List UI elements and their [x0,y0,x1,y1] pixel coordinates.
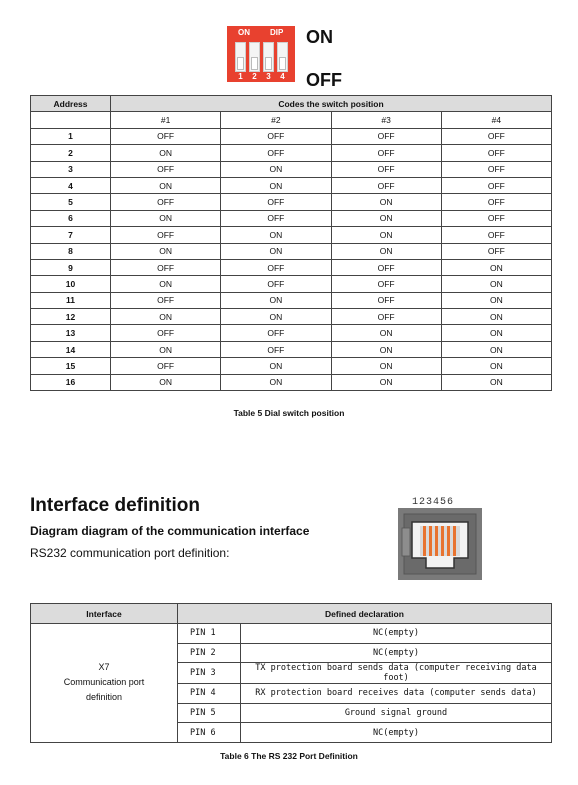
switch-state-cell: ON [111,341,221,357]
table-row [31,624,552,644]
pin-cell: PIN 2 [178,643,241,663]
table-row [31,259,552,275]
dip-number: 1 [238,72,243,81]
switch-state-cell: ON [441,341,551,357]
table6-caption: Table 6 The RS 232 Port Definition [220,751,358,761]
rj-connector-image [398,508,482,580]
switch-state-cell: ON [111,309,221,325]
switch-state-cell: OFF [111,128,221,144]
address-cell: 16 [31,374,111,390]
switch-column-header: #2 [221,112,331,128]
switch-state-cell: ON [111,177,221,193]
switch-state-cell: ON [221,161,331,177]
address-cell: 13 [31,325,111,341]
switch-state-cell: OFF [111,358,221,374]
table-row [31,325,552,341]
rs232-port-table [30,603,552,743]
section-subtitle: Diagram diagram of the communication interface [30,524,310,538]
table5-caption: Table 5 Dial switch position [233,408,345,418]
switch-state-cell: OFF [221,210,331,226]
pin-description-cell: TX protection board sends data (computer receiving data foot) [241,663,552,684]
switch-state-cell: ON [221,243,331,259]
pin-description-cell: RX protection board receives data (computer sends data) [241,684,552,704]
switch-state-cell: OFF [441,161,551,177]
switch-state-cell: OFF [331,145,441,161]
dip-label: DIP [270,28,284,37]
switch-state-cell: ON [331,194,441,210]
table-row [31,194,552,210]
pin-cell: PIN 1 [178,624,241,644]
switch-state-cell: OFF [441,177,551,193]
table-row [31,243,552,259]
switch-state-cell: ON [331,341,441,357]
table-row [31,128,552,144]
switch-state-cell: OFF [221,128,331,144]
table-row [31,358,552,374]
table-row [31,227,552,243]
switch-state-cell: OFF [441,210,551,226]
address-header: Address [31,96,111,112]
switch-column-header: #3 [331,112,441,128]
switch-state-cell: ON [331,227,441,243]
table-row [31,276,552,292]
switch-state-cell: OFF [331,276,441,292]
section-title: Interface definition [30,495,200,516]
switch-state-cell: ON [221,177,331,193]
address-cell: 15 [31,358,111,374]
declaration-header: Defined declaration [178,604,552,624]
switch-state-cell: OFF [111,194,221,210]
switch-state-cell: OFF [331,259,441,275]
address-cell: 12 [31,309,111,325]
dip-slot-2 [249,42,260,72]
switch-column-header: #4 [441,112,551,128]
switch-state-cell: ON [441,374,551,390]
interface-header: Interface [31,604,178,624]
switch-state-cell: ON [441,276,551,292]
address-cell: 2 [31,145,111,161]
pin-cell: PIN 4 [178,684,241,704]
pin-description-cell: NC(empty) [241,624,552,644]
address-cell: 4 [31,177,111,193]
pin-description-cell: NC(empty) [241,643,552,663]
address-cell: 10 [31,276,111,292]
dip-number: 3 [266,72,271,81]
interface-cell [31,624,178,743]
connector-pin-numbers: 123456 [412,497,455,508]
table-row [31,374,552,390]
switch-state-cell: OFF [331,128,441,144]
switch-state-cell: OFF [221,145,331,161]
switch-state-cell: OFF [221,194,331,210]
pin-cell: PIN 6 [178,723,241,743]
switch-state-cell: ON [441,325,551,341]
pin-description-cell: NC(empty) [241,723,552,743]
pin-cell: PIN 5 [178,703,241,723]
dip-slot-1 [235,42,246,72]
switch-state-cell: ON [441,292,551,308]
interface-line: X7 [98,662,110,673]
switch-state-cell: ON [441,259,551,275]
dial-switch-table [30,95,552,391]
table-row [31,309,552,325]
switch-state-cell: OFF [441,145,551,161]
address-cell: 9 [31,259,111,275]
switch-state-cell: OFF [221,259,331,275]
table-row [31,341,552,357]
dip-on-label: ON [238,28,250,37]
switch-state-cell: ON [111,243,221,259]
big-off-label: OFF [306,70,342,90]
switch-state-cell: OFF [111,161,221,177]
switch-state-cell: ON [331,210,441,226]
address-cell: 1 [31,128,111,144]
switch-state-cell: OFF [331,161,441,177]
switch-state-cell: OFF [441,243,551,259]
address-cell: 8 [31,243,111,259]
interface-line: Communication port [63,677,145,688]
switch-state-cell: OFF [331,292,441,308]
switch-state-cell: OFF [441,128,551,144]
address-cell: 3 [31,161,111,177]
switch-state-cell: OFF [331,177,441,193]
dip-number: 2 [252,72,257,81]
switch-state-cell: OFF [111,227,221,243]
address-cell: 7 [31,227,111,243]
switch-state-cell: OFF [331,309,441,325]
switch-state-cell: OFF [441,227,551,243]
table-row [31,161,552,177]
address-cell: 6 [31,210,111,226]
address-cell: 5 [31,194,111,210]
table-row [31,177,552,193]
switch-state-cell: ON [221,358,331,374]
empty-cell [31,112,111,128]
dip-slot-3 [263,42,274,72]
rs232-paragraph: RS232 communication port definition: [30,546,230,560]
switch-state-cell: ON [111,145,221,161]
switch-state-cell: ON [111,210,221,226]
switch-state-cell: OFF [221,325,331,341]
switch-state-cell: OFF [111,259,221,275]
switch-state-cell: ON [221,309,331,325]
address-cell: 11 [31,292,111,308]
big-on-label: ON [306,27,333,47]
dip-number: 4 [280,72,285,81]
switch-state-cell: ON [221,227,331,243]
switch-state-cell: ON [441,358,551,374]
interface-line: definition [85,692,123,703]
switch-state-cell: ON [331,374,441,390]
table-row [31,145,552,161]
switch-state-cell: ON [111,374,221,390]
switch-state-cell: ON [441,309,551,325]
dip-slot-4 [277,42,288,72]
switch-state-cell: ON [331,358,441,374]
table-row [31,292,552,308]
switch-column-header: #1 [111,112,221,128]
switch-state-cell: ON [221,374,331,390]
switch-state-cell: ON [221,292,331,308]
switch-state-cell: ON [331,325,441,341]
pin-cell: PIN 3 [178,663,241,684]
dip-switch-image [227,26,295,82]
switch-state-cell: OFF [111,325,221,341]
pin-description-cell: Ground signal ground [241,703,552,723]
switch-state-cell: ON [111,276,221,292]
table-row [31,210,552,226]
switch-state-cell: ON [331,243,441,259]
switch-state-cell: OFF [221,341,331,357]
switch-state-cell: OFF [441,194,551,210]
address-cell: 14 [31,341,111,357]
codes-header: Codes the switch position [111,96,552,112]
switch-state-cell: OFF [111,292,221,308]
switch-state-cell: OFF [221,276,331,292]
